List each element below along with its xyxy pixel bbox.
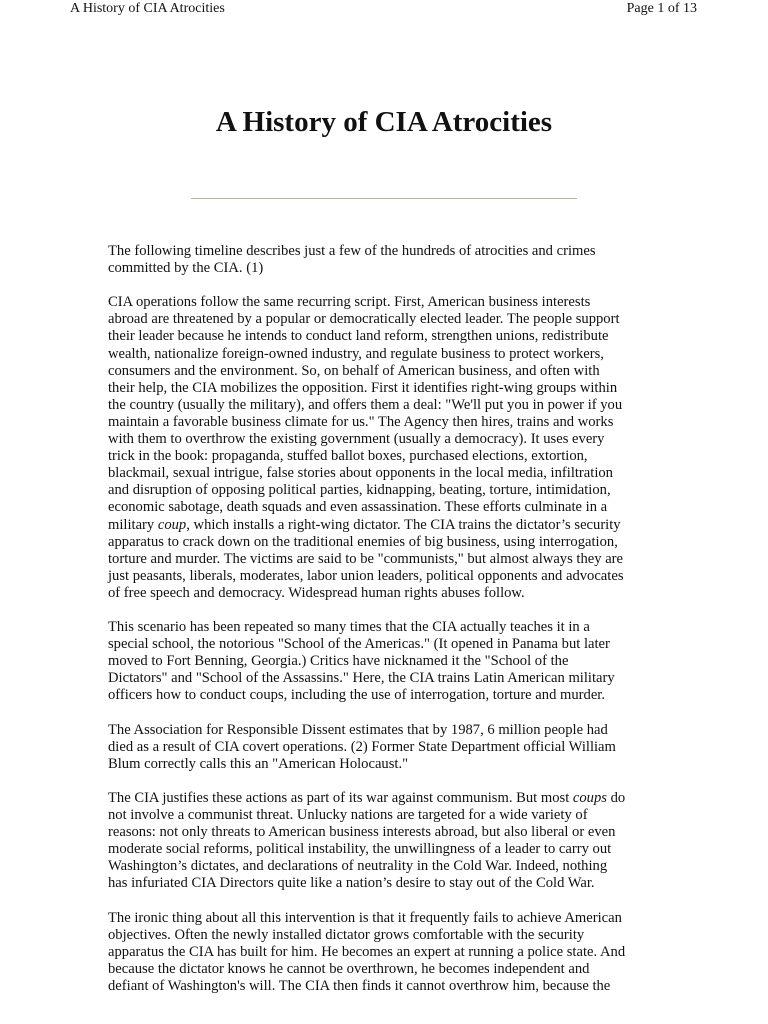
text-line: The following timeline describes just a few of the hundreds of atrocities and crimes bbox=[108, 243, 596, 259]
page-indicator: Page 1 of 13 bbox=[626, 1, 697, 16]
text-line: objectives. Often the newly installed dictator grows comfortable with the security bbox=[108, 926, 585, 943]
text-line: just peasants, liberals, moderates, labor union leaders, political opponents and advocates bbox=[108, 567, 624, 584]
text-run: The CIA justifies these actions as part of its war against communism. But most bbox=[108, 790, 573, 806]
text-line: because the dictator knows he cannot be overthrown, he becomes independent and bbox=[108, 960, 590, 977]
text-line: economic sabotage, death squads and even assassination. These efforts culminate in a bbox=[108, 499, 608, 516]
text-run: military bbox=[108, 516, 158, 533]
paragraph-justification bbox=[108, 790, 668, 893]
paragraph-irony bbox=[108, 910, 668, 995]
text-line: abroad are threatened by a popular or democratically elected leader. The people support bbox=[108, 311, 620, 328]
italic-term: coup bbox=[157, 516, 187, 533]
text-line: the country (usually the military), and offers them a deal: "We'll put you in power if you bbox=[108, 396, 623, 413]
text-line: wealth, nationalize foreign-owned industry, and regulate business to protect workers, bbox=[108, 345, 604, 362]
text-line: their help, the CIA mobilizes the opposition. First it identifies right-wing groups within bbox=[108, 379, 618, 396]
text-line: their leader because he intends to conduct land reform, strengthen unions, redistribute bbox=[108, 328, 609, 345]
text-line: The ironic thing about all this intervention is that it frequently fails to achieve American bbox=[108, 909, 622, 926]
text-line: consumers and the environment. So, on behalf of American business, and often with bbox=[108, 362, 600, 379]
text-line: CIA operations follow the same recurring script. First, American business interests bbox=[108, 294, 591, 311]
paragraph-casualties bbox=[108, 722, 668, 773]
text-line-mixed bbox=[108, 517, 668, 534]
text-line: blackmail, sexual intrigue, false stories about opponents in the local media, infiltration bbox=[108, 465, 613, 482]
text-line: apparatus to crack down on the traditional enemies of big business, using interrogation, bbox=[108, 533, 618, 550]
text-line: The Association for Responsible Dissent estimates that by 1987, 6 million people had bbox=[108, 721, 608, 738]
text-line: Blum correctly calls this an "American Holocaust." bbox=[108, 755, 409, 772]
text-line: committed by the CIA. (1) bbox=[108, 260, 264, 277]
text-line: moved to Fort Benning, Georgia.) Critics have nicknamed it the "School of the bbox=[108, 653, 569, 670]
italic-term: coups bbox=[572, 790, 607, 806]
text-line: of free speech and democracy. Widespread human rights abuses follow. bbox=[108, 584, 525, 601]
paragraph-operations bbox=[108, 294, 668, 602]
text-line: torture and murder. The victims are said to be "communists," but almost always they are bbox=[108, 550, 624, 567]
text-line: Dictators" and "School of the Assassins." Here, the CIA trains Latin American military bbox=[108, 670, 615, 687]
text-line: This scenario has been repeated so many times that the CIA actually teaches it in a bbox=[108, 619, 590, 636]
text-line: not involve a communist threat. Unlucky nations are targeted for a wide variety of bbox=[108, 807, 588, 824]
text-line: with them to overthrow the existing government (usually a democracy). It uses every bbox=[108, 431, 605, 448]
text-line: Washington’s dictates, and declarations of neutrality in the Cold War. Indeed, nothing bbox=[108, 858, 608, 875]
text-line: reasons: not only threats to American business interests abroad, but also liberal or even bbox=[108, 824, 616, 841]
text-line: and disruption of opposing political parties, kidnapping, beating, torture, intimidation, bbox=[108, 482, 611, 499]
page-title: A History of CIA Atrocities bbox=[215, 106, 553, 138]
text-line-mixed bbox=[108, 790, 668, 807]
text-run: , which installs a right-wing dictator. The CIA trains the dictator’s security bbox=[186, 516, 621, 533]
document-body bbox=[108, 243, 668, 1012]
text-line: defiant of Washington's will. The CIA then finds it cannot overthrow him, because the bbox=[108, 978, 611, 995]
text-line: has infuriated CIA Directors quite like a nation’s desire to stay out of the Cold War. bbox=[108, 875, 595, 892]
paragraph-school-of-americas bbox=[108, 619, 668, 704]
text-line: officers how to conduct coups, including the use of interrogation, torture and murder. bbox=[108, 687, 606, 704]
text-line: died as a result of CIA covert operations. (2) Former State Department official William bbox=[108, 738, 616, 755]
running-header-title: A History of CIA Atrocities bbox=[70, 1, 225, 16]
text-line: trick in the book: propaganda, stuffed ballot boxes, purchased elections, extortion, bbox=[108, 448, 588, 465]
title-divider bbox=[191, 198, 577, 199]
text-line: apparatus the CIA has built for him. He becomes an expert at running a police state. And bbox=[108, 943, 626, 960]
text-line: maintain a favorable business climate for us." The Agency then hires, trains and works bbox=[108, 413, 614, 430]
paragraph-intro bbox=[108, 243, 668, 277]
text-line: special school, the notorious "School of the Americas." (It opened in Panama but later bbox=[108, 636, 610, 653]
text-run: do bbox=[606, 790, 626, 806]
text-line: moderate social reforms, political instability, the unwillingness of a leader to carry out bbox=[108, 841, 612, 858]
